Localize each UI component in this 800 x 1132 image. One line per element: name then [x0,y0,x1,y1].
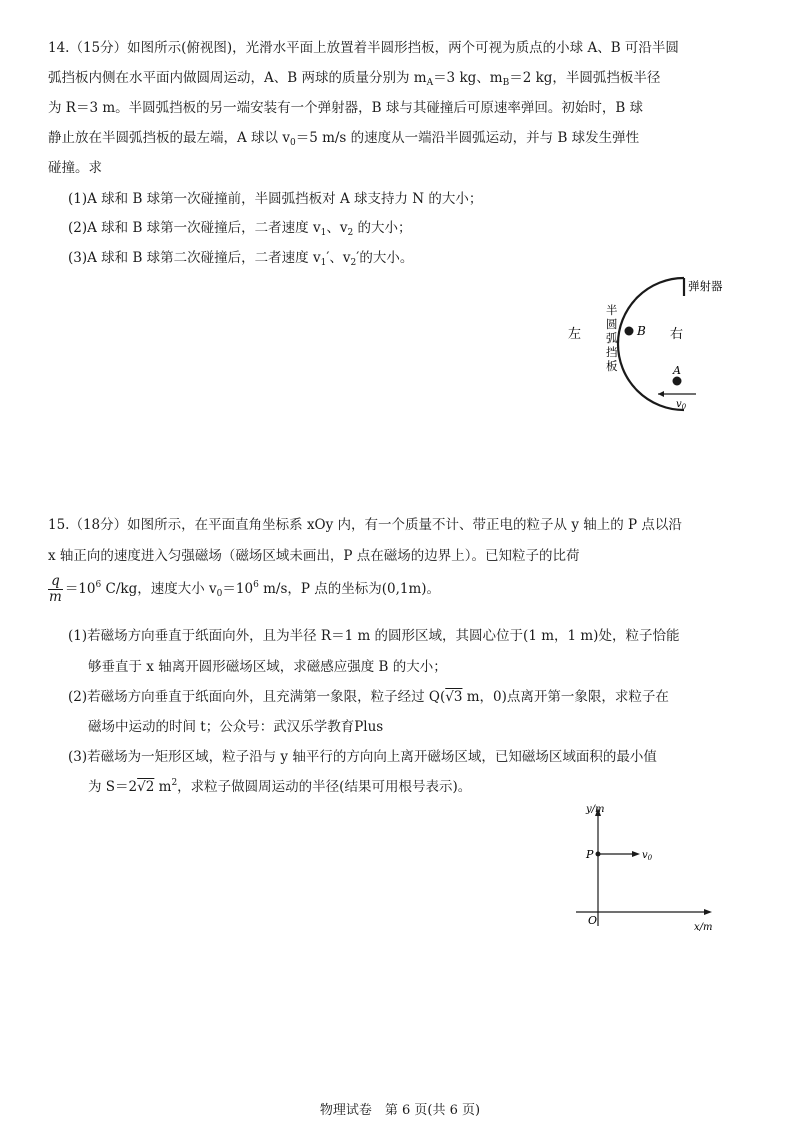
origin-label: O [588,914,598,927]
q14-line-5: 碰撞。求 [48,160,102,176]
right-label: 右 [670,327,684,342]
ball-a-label: A [673,364,681,377]
q15-sub-3-line-2: 为 S＝2√2 $m^2$，求粒子做圆周运动的半径(结果可用根号表示)。 [88,778,472,795]
q14-line-2: 弧挡板内侧在水平面内做圆周运动，A、B 两球的质量分别为 $m_A=3$ kg、$m_B=2$ kg，半圆弧挡板半径 [48,70,661,88]
launcher-label: 弹射器 [688,279,723,293]
q15-sub-2-line-1: (2)若磁场方向垂直于纸面向外，且充满第一象限，粒子经过 Q(√3 m，0)点离开第一象限，求粒子在 [68,689,669,705]
q15-line-1: 15.（18分）如图所示，在平面直角坐标系 xOy 内，有一个质量不计、带正电的粒子从 y 轴上的 P 点以沿 [48,517,682,533]
baffle-label-char: 板 [606,359,618,373]
q14-sub-1: (1)A 球和 B 球第一次碰撞前，半圆弧挡板对 A 球支持力 N 的大小； [68,191,483,207]
point-p-label: P [586,848,594,861]
x-arrow-icon [704,909,712,915]
q15-figure [560,800,730,940]
baffle-label-char: 挡 [606,345,618,359]
q14-line-1: 14.（15分）如图所示(俯视图)，光滑水平面上放置着半圆形挡板，两个可视为质点的小球 A、B 可沿半圆 [48,40,679,56]
charge-mass-fraction: $\frac{q}{m}$ [49,573,62,605]
baffle-label-char: 圆 [606,317,618,331]
velocity-label: $v_0$ [676,399,687,411]
q14-line-4: 静止放在半圆弧挡板的最左端，A 球以 $v_0=5$ m/s 的速度从一端沿半圆弧运动，并与 B 球发生弹性 [48,130,640,148]
q14-line-3: 为 R＝3 m。半圆弧挡板的另一端安装有一个弹射器，B 球与其碰撞后可原速率弹回。初始时，B 球 [48,100,644,116]
q14-sub-2: (2)A 球和 B 球第一次碰撞后，二者速度 $v_1$、$v_2$ 的大小； [68,220,412,238]
baffle-label [606,303,618,373]
arrow-head-icon [632,851,640,857]
q15-line-2: x 轴正向的速度进入匀强磁场（磁场区域未画出，P 点在磁场的边界上）。已知粒子的比荷 [48,548,580,564]
x-axis-label: x/m [694,922,713,933]
q15-sub-1-line-1: (1)若磁场方向垂直于纸面向外，且为半径 R＝1 m 的圆形区域，其圆心位于(1 m，1 m)处，粒子恰能 [68,628,680,644]
ball-b [625,327,634,336]
ball-a [673,377,682,386]
q15-sub-1-line-2: 够垂直于 x 轴离开圆形磁场区域，求磁感应强度 B 的大小； [88,659,447,675]
q15-sub-3-line-1: (3)若磁场为一矩形区域，粒子沿与 y 轴平行的方向向上离开磁场区域，已知磁场区域面积的最小值 [68,749,657,765]
page-footer: 物理试卷 第 6 页(共 6 页) [319,1103,481,1118]
arrow-head-icon [658,391,664,397]
velocity-label: $v_0$ [642,850,653,862]
semicircle-baffle [618,278,684,410]
baffle-label-char: 半 [606,303,618,317]
left-label: 左 [568,327,582,342]
baffle-label-char: 弧 [606,331,618,345]
q15-sub-2-line-2: 磁场中运动的时间 t；公众号：武汉乐学教育Plus [88,719,384,735]
q14-figure [560,270,740,420]
y-axis-label: y/m [586,804,605,815]
ball-b-label: B [637,324,646,338]
q14-sub-3: (3)A 球和 B 球第二次碰撞后，二者速度 $v_1'$、$v_2'$的大小。 [68,250,414,268]
q15-line-3: $\frac{q}{m}$ $=10^6$ C/kg，速度大小 $v_0=10^6$ m/s，P 点的坐标为(0,1m)。 [49,573,441,605]
